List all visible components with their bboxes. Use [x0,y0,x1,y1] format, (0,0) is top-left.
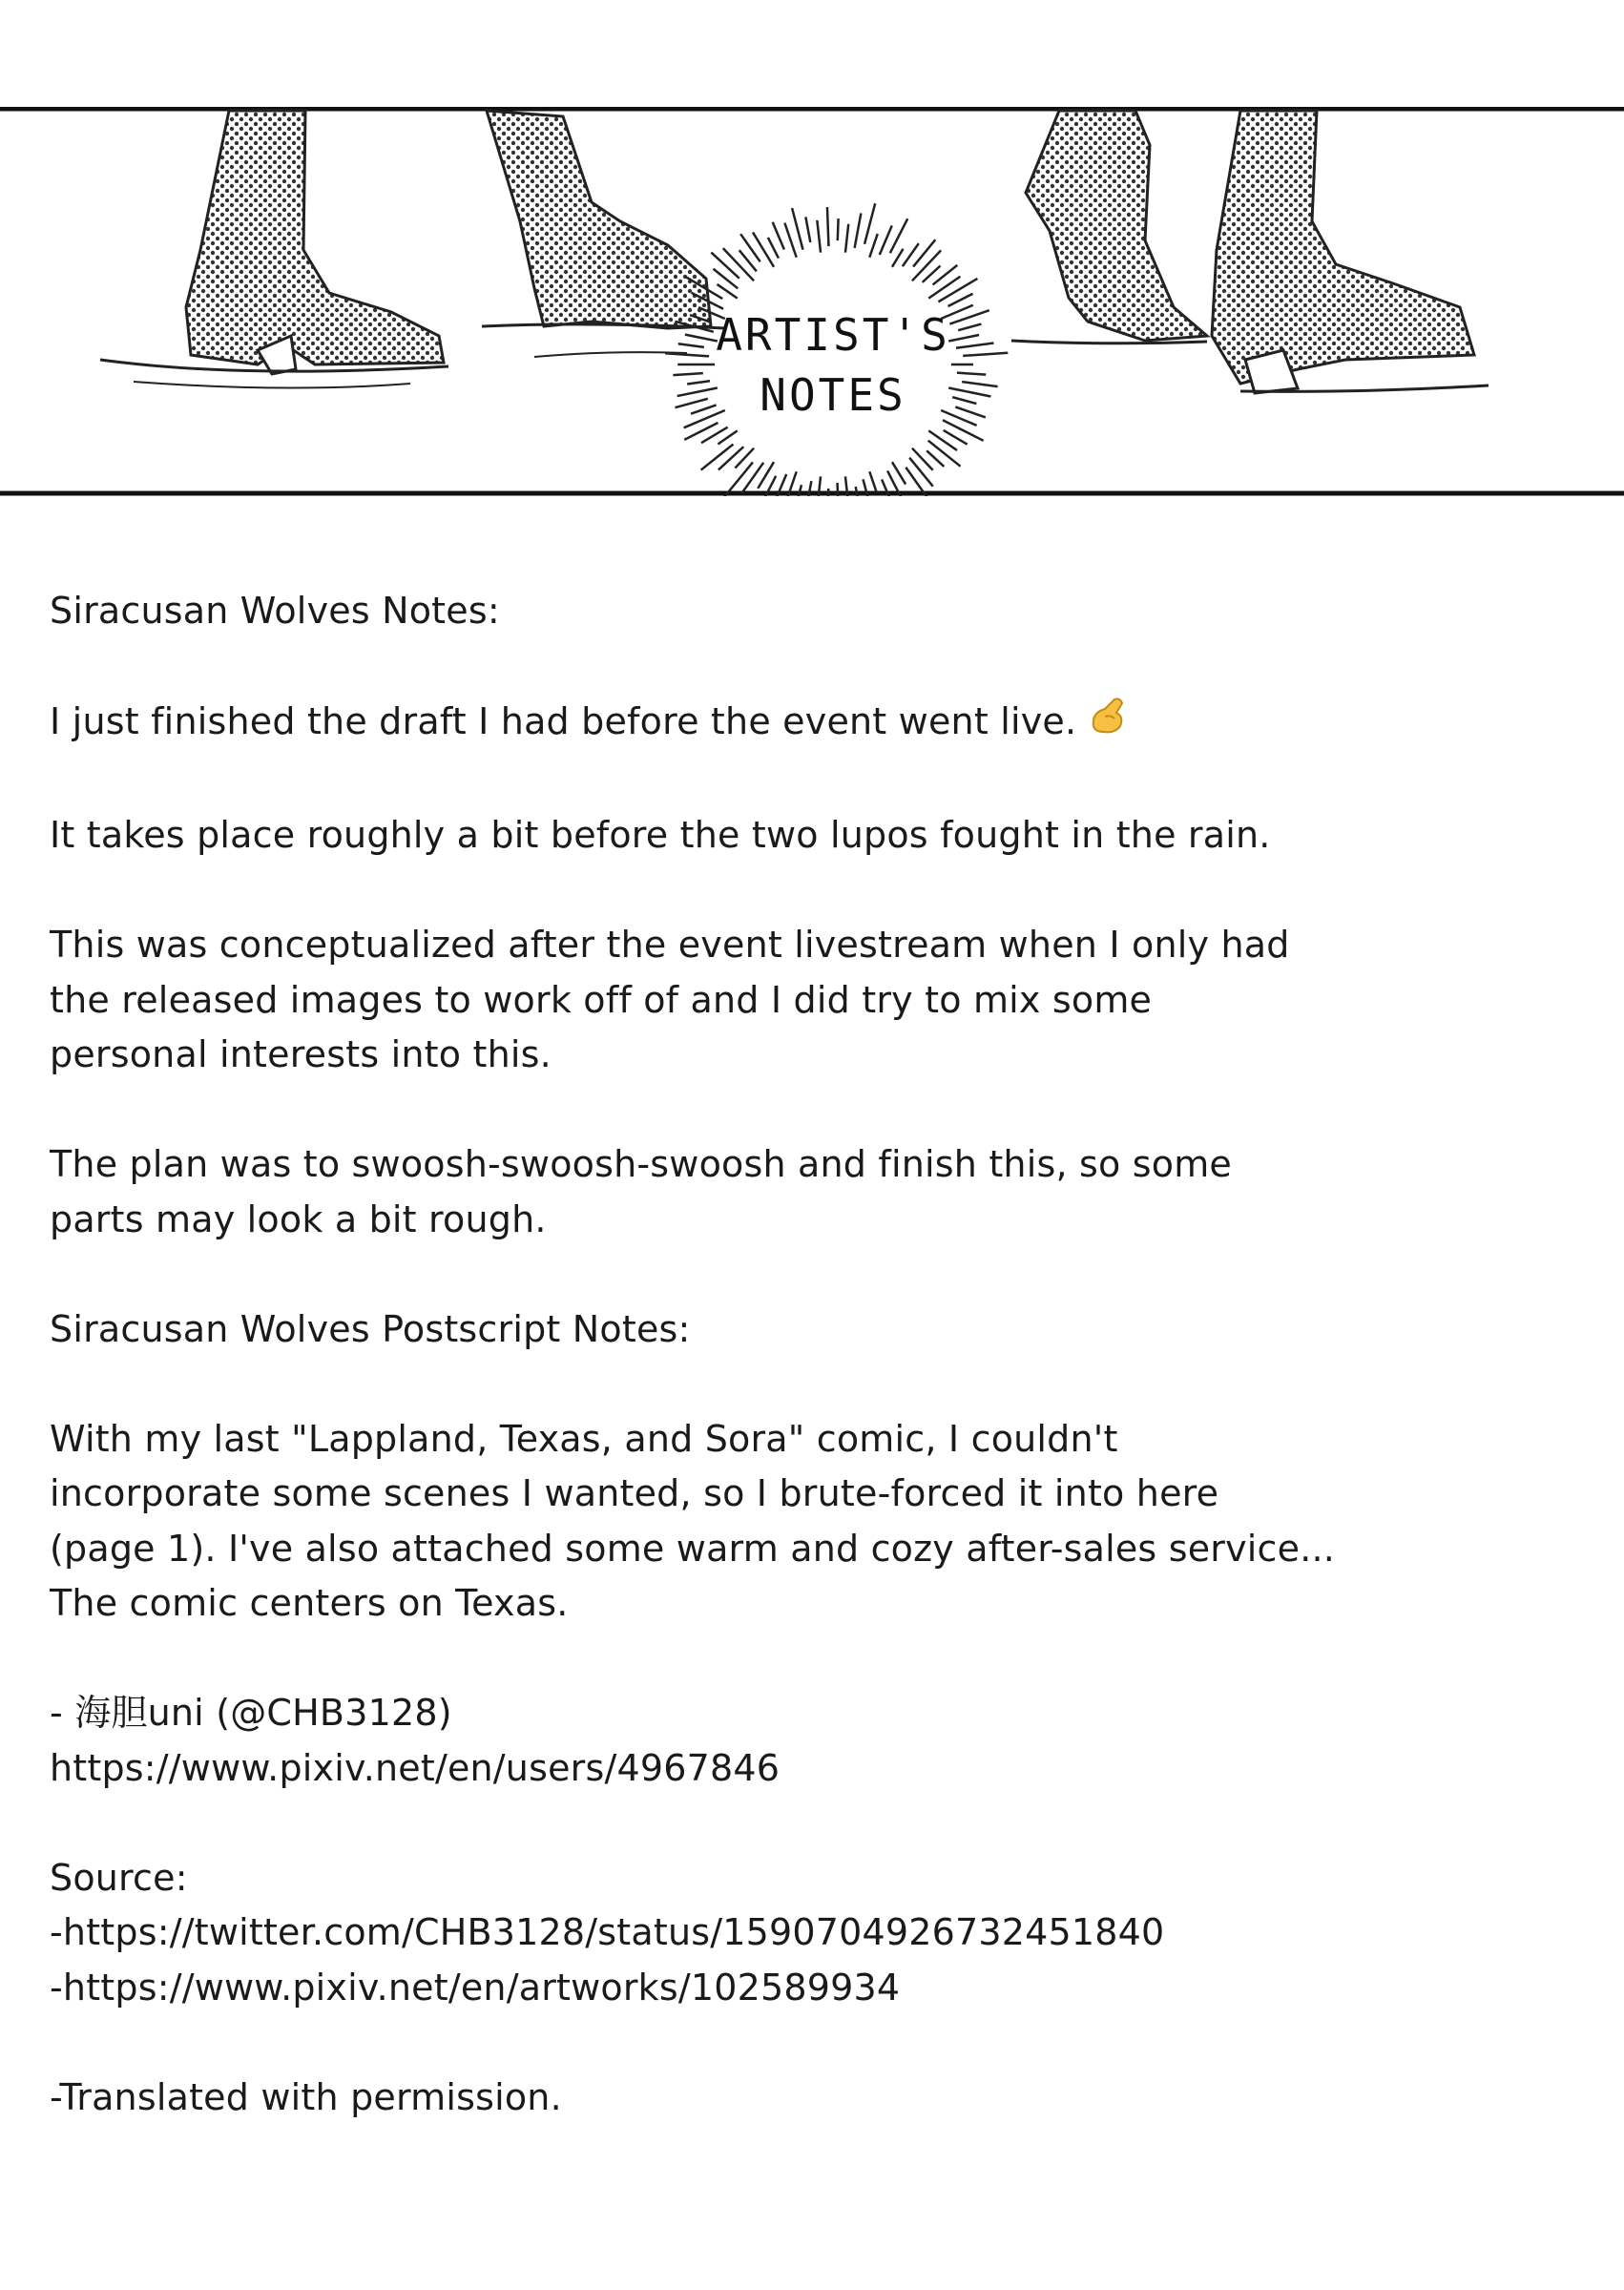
postscript-heading: Siracusan Wolves Postscript Notes: [50,1307,691,1350]
burst-line [952,397,976,404]
banner-title-line-2: NOTES [760,369,906,421]
burst-line [768,238,779,259]
burst-line [912,448,933,470]
notes-paragraph-4: The plan was to swoosh-swoosh-swoosh and finish this, so some parts may look a bit rough. [50,1143,1232,1240]
burst-line [792,208,802,250]
burst-line [753,232,774,266]
translation-note: -Translated with permission. [50,2075,562,2118]
burst-line [677,388,718,397]
burst-line [687,381,710,384]
burst-line [673,373,702,375]
burst-line [927,450,944,467]
burst-line [913,239,935,266]
author-url-link[interactable]: https://www.pixiv.net/en/users/4967846 [50,1746,781,1789]
source-label: Source: [50,1856,188,1899]
burst-line [845,224,848,253]
burst-line [718,447,743,469]
boot-drawing-right-1 [1026,111,1207,341]
burst-line [958,324,981,331]
burst-line [805,217,810,242]
burst-line [718,430,737,444]
burst-line [869,471,876,492]
burst-line [938,279,977,302]
burst-line [880,225,892,255]
burst-line [892,249,904,267]
burst-line [685,335,718,342]
pinching-hand-emoji-icon [1086,694,1130,754]
notes-paragraph-5: With my last "Lappland, Texas, and Sora" comic, I couldn't incorporate some scenes I wanted, so I brute-forced it into here (page 1). I've also attached some warm and cozy after-sales service... The comic centers on Texas. [50,1417,1336,1624]
notes-paragraph-1-text: I just finished the draft I had before the event went live. [50,699,1077,742]
burst-line [773,222,784,250]
burst-line [869,234,877,258]
artists-notes-banner [0,107,1624,496]
burst-line [963,353,1008,356]
burst-line [892,462,906,484]
burst-line [678,344,704,347]
burst-line [701,445,734,470]
author-credit: - 海胆uni (@CHB3128) [50,1692,452,1734]
burst-line [928,441,961,467]
burst-line [957,373,986,375]
burst-line [855,213,862,247]
burst-line [956,343,994,347]
source-link-pixiv[interactable]: -https://www.pixiv.net/en/artworks/102589934 [50,1966,901,2009]
burst-line [838,219,839,240]
burst-line [723,248,754,281]
burst-line [943,420,984,441]
burst-line [665,353,709,356]
burst-line [817,220,821,253]
boot-drawing-right-2 [1212,111,1474,393]
burst-line [838,483,839,496]
burst-line [948,335,979,341]
burst-line [741,463,763,493]
burst-line [890,219,907,253]
banner-illustration [0,107,1624,496]
burst-line [955,406,986,417]
burst-line [675,399,707,407]
burst-line [912,250,941,281]
burst-line [948,294,973,306]
boot-drawing-left-2 [487,111,711,328]
burst-line [711,253,739,279]
source-link-twitter[interactable]: -https://twitter.com/CHB3128/status/1590704926732451840 [50,1911,1165,1953]
burst-line [909,458,933,487]
burst-line [827,207,829,246]
notes-body [50,584,1538,2180]
burst-line [928,430,957,450]
notes-paragraph-3: This was conceptualized after the event livestream when I only had the released images to work off of and I did try to mix some personal interests into this. [50,924,1290,1075]
banner-title-line-1: ARTIST'S [716,309,950,361]
burst-line [864,203,875,244]
burst-line [962,382,997,386]
notes-paragraph-2: It takes place roughly a bit before the two lupos fought in the rain. [50,814,1271,856]
burst-line [827,489,828,496]
burst-line [684,410,725,427]
burst-line [691,405,717,413]
notes-paragraph-1 [50,694,1538,754]
burst-line [928,277,960,299]
notes-heading: Siracusan Wolves Notes: [50,590,500,632]
burst-line [948,388,990,397]
burst-line [784,223,796,258]
boot-drawing-left-1 [186,111,444,374]
